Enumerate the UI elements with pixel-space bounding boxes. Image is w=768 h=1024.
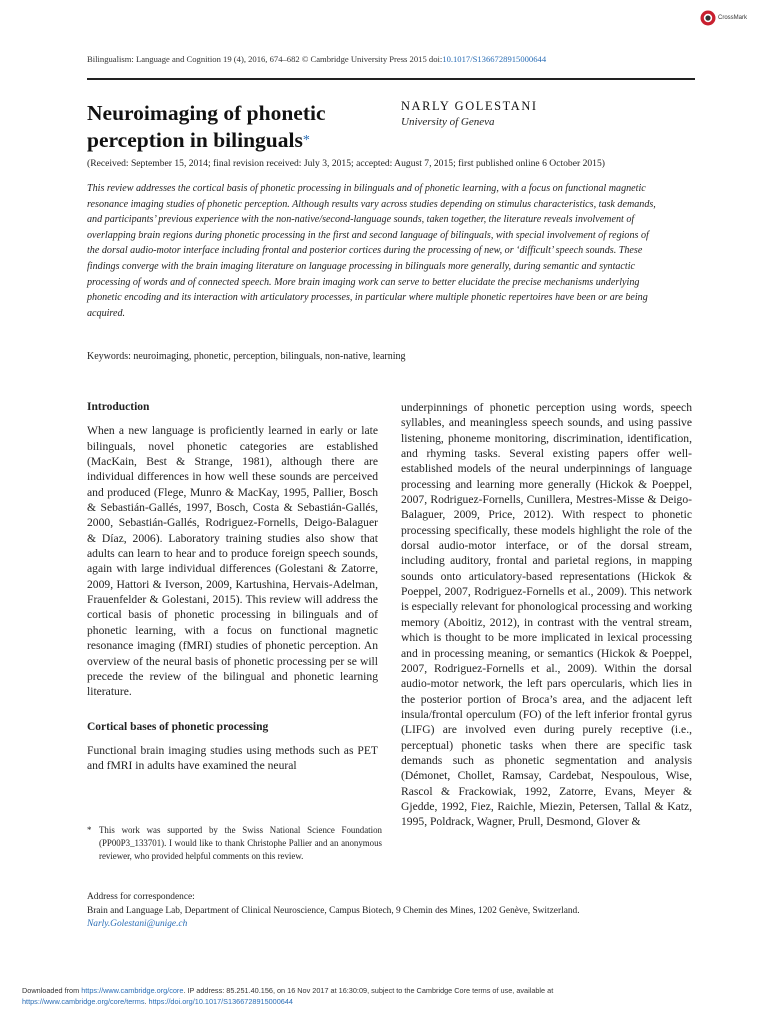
abstract: This review addresses the cortical basis of phonetic processing in bilinguals and of phonetic learning, with a focus on functional magnetic resonance imaging studies of phonetic perception. Although results vary across studies depending on stimulus characteristics, task demands, and participants’ previous experience with the non-native/second-language sounds, taken together, the literature reveals involvement of overlapping brain regions during phonetic processing in the first and second language of bilinguals, with special involvement of regions of the dorsal audio-motor interface including frontal and posterior cortices during the processing of new, or ‘difficult’ speech sounds. These findings converge with the brain imaging literature on language processing in bilinguals more generally, during semantic and syntactic processing of words and of connected speech. More brain imaging work can serve to better elucidate the precise mechanisms underlying phonetic encoding and its interaction with articulatory processes, in particular where multiple phonetic repertoires have been or are being acquired. [87, 183, 656, 319]
journal-citation-text: Bilingualism: Language and Cognition 19 (4), 2016, 674–682 © Cambridge University Press 2015 doi: [87, 54, 443, 64]
author-affiliation: University of Geneva [401, 116, 495, 128]
terms-link[interactable]: https://www.cambridge.org/core/terms [22, 996, 145, 1006]
header-rule [87, 78, 695, 80]
author-name: NARLY GOLESTANI [401, 99, 538, 113]
left-column [87, 400, 378, 774]
crossmark-badge[interactable] [700, 10, 747, 26]
article-title [87, 100, 387, 154]
correspondence-address [87, 891, 580, 932]
section-heading-introduction: Introduction [87, 401, 150, 413]
footnote-marker: * [87, 825, 92, 835]
right-column [401, 400, 692, 830]
keywords: Keywords: neuroimaging, phonetic, perception, bilinguals, non-native, learning [87, 351, 406, 362]
crossmark-label: CrossMark [718, 15, 748, 21]
cortical-bases-paragraph: Functional brain imaging studies using methods such as PET and fMRI in adults have examined the neural [87, 743, 378, 773]
footnote-text: This work was supported by the Swiss National Science Foundation (PP00P3_133701). I would like to thank Christophe Pallier and an anonymous reviewer, who provided helpful comments on this review. [99, 825, 382, 861]
download-sep: . [144, 996, 149, 1006]
title-footnote-marker[interactable]: * [302, 133, 310, 148]
journal-citation [87, 54, 546, 64]
address-line: Brain and Language Lab, Department of Clinical Neuroscience, Campus Biotech, 9 Chemin des Mines, 1202 Genève, Switzerland. [87, 905, 580, 916]
core-link[interactable]: https://www.cambridge.org/core [81, 986, 184, 995]
address-label: Address for correspondence: [87, 892, 195, 902]
introduction-paragraph: When a new language is proficiently learned in early or late bilinguals, novel phonetic categories are established (MacKain, Best & Strange, 1981), although there are individual differences in how well these sounds are perceived and produced (Flege, Munro & MacKay, 1995, Pallier, Bosch & Sebastián-Gallés, 1997, Bosch, Costa & Sebastián-Gallés, 2000, Sebastián-Gallés, Rodriguez-Fornells, Deigo-Balaguer & Díaz, 2006). Laboratory training studies also show that adults can learn to hear and to produce foreign speech sounds, again with large individual differences (Golestani & Zatorre, 2009, Hattori & Iverson, 2009, Kartushina, Hervais-Adelman, Frauenfelder & Golestani, 2015). This review will address the cortical basis of phonetic processing in bilinguals and of phonetic learning, with a focus on functional magnetic resonance imaging (fMRI) studies of phonetic perception. An overview of the neural basis of phonetic processing per se will precede the review of the bilingual and phonetic learning literature. [87, 424, 378, 699]
download-middle: . IP address: 85.251.40.156, on 16 Nov 2017 at 16:30:09, subject to the Cambridge Core terms of use, available at [183, 986, 554, 995]
email-link[interactable]: Narly.Golestani@unige.ch [87, 919, 188, 929]
doi-link[interactable]: 10.1017/S1366728915000644 [442, 54, 547, 64]
section-heading-cortical-bases: Cortical bases of phonetic processing [87, 720, 269, 733]
crossmark-icon [700, 10, 716, 26]
right-column-paragraph: underpinnings of phonetic perception using words, speech syllables, and meaningless speech sounds, and using passive listening, phoneme monitoring, discrimination, identification, and rhyming tasks. Several existing papers offer well-established models of the neural underpinnings of language processing and learning more generally (Hickok & Poeppel, 2007, Rodriguez-Fornells, Cunillera, Mestres-Misse & Deigo-Balaguer, 2009, Price, 2012). With respect to phonetic processing specifically, these models highlight the role of the dorsal audio-motor interface, or of the dorsal stream, including auditory, frontal and parietal regions, in mapping sounds onto articulatory-based representations (Hickok & Poeppel, 2007, Rodriguez-Fornells et al., 2009). This network is especially relevant for phonological processing and working memory (Aboitiz, 2012), in contrast with the ventral stream, which is thought to be more implicated in lexical processing and in processing meaning, or semantics (Hickok & Poeppel, 2007, Rodriguez-Fornells et al., 2009). Within the dorsal audio-motor network, the left pars opercularis, which lies in the posterior portion of Broca’s area, and the adjacent left insula/frontal operculum (FO) of the left inferior frontal gyrus (LIFG) are involved even during purely receptive (i.e., perceptual) phonetic tasks when there are specific task demands such as phonetic segmentation and analysis (Démonet, Chollet, Ramsay, Cardebat, Nespoulous, Wise, Rascol & Frackowiak, 1992, Zatorre, Evans, Meyer & Gjedde, 1992, Fiez, Raichle, Miezin, Petersen, Tallal & Katz, 1995, Poldrack, Wagner, Prull, Desmond, Glover & [401, 401, 692, 829]
doi-url-link[interactable]: https://doi.org/10.1017/S1366728915000644 [148, 996, 293, 1006]
download-notice [22, 986, 742, 1007]
download-prefix: Downloaded from [22, 986, 82, 995]
article-title-text: Neuroimaging of phonetic perception in bilinguals [87, 101, 326, 152]
received-dates: (Received: September 15, 2014; final revision received: July 3, 2015; accepted: August 7, 2015; first published online 6 October 2015) [87, 158, 605, 169]
footnote [87, 824, 382, 863]
